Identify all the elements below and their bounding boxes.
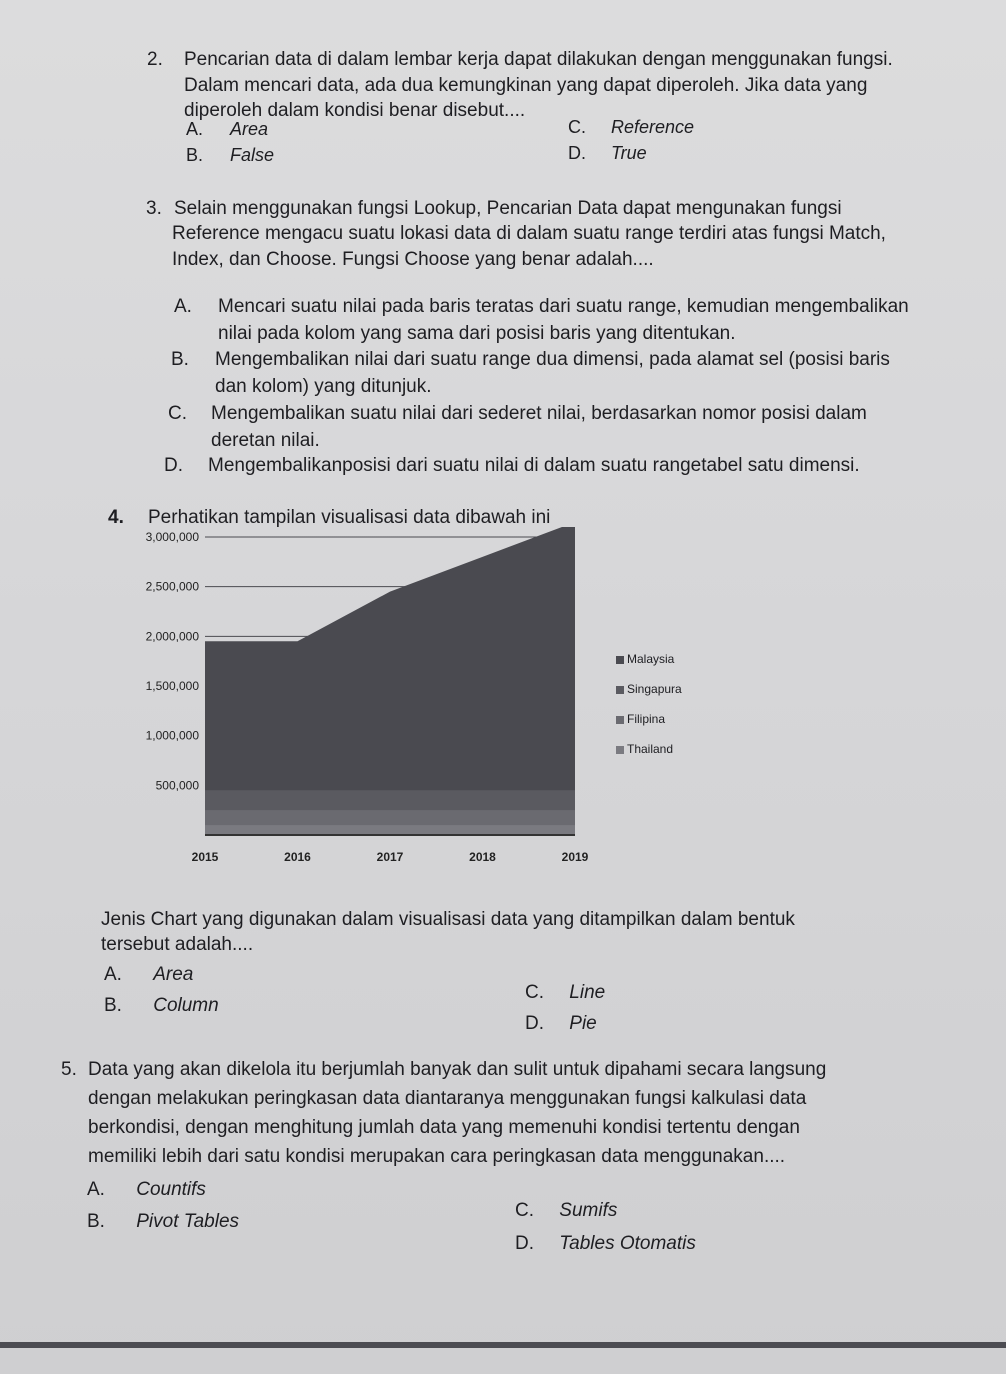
- y-tick-label: 1,500,000: [145, 679, 199, 693]
- option-text: Pie: [569, 1013, 597, 1034]
- option-letter: A.: [174, 296, 192, 317]
- option-letter: C.: [515, 1200, 534, 1221]
- question-number: 2.: [147, 49, 163, 70]
- legend-label: Thailand: [627, 742, 674, 756]
- option-text-line: nilai pada kolom yang sama dari posisi baris yang ditentukan.: [218, 323, 736, 344]
- question-number: 3.: [146, 198, 162, 219]
- x-tick-label: 2018: [469, 850, 496, 864]
- y-tick-label: 2,500,000: [145, 579, 199, 594]
- question-text-line: Index, dan Choose. Fungsi Choose yang benar adalah....: [172, 249, 654, 270]
- y-tick-label: 2,000,000: [145, 629, 199, 644]
- page-bottom-edge: [0, 1342, 1006, 1348]
- option-text: Tables Otomatis: [559, 1233, 696, 1254]
- x-tick-label: 2017: [376, 850, 404, 864]
- option-text-line: Mengembalikan nilai dari suatu range dua dimensi, pada alamat sel (posisi baris: [215, 349, 890, 370]
- chart-legend: [616, 652, 716, 762]
- option-letter: B.: [104, 995, 122, 1016]
- question-text-line: Pencarian data di dalam lembar kerja dapat dilakukan dengan menggunakan fungsi.: [184, 49, 893, 70]
- y-tick-label: 1,000,000: [145, 728, 199, 743]
- legend-swatch: [616, 656, 624, 664]
- option-text: True: [611, 143, 647, 163]
- legend-item-filipina: [616, 712, 665, 726]
- option-c[interactable]: [568, 117, 694, 138]
- option-c[interactable]: [515, 1197, 617, 1224]
- y-tick-label: 500,000: [155, 778, 199, 793]
- legend-swatch: [616, 716, 624, 724]
- legend-item-malaysia: [616, 652, 674, 666]
- question-text-line: [101, 906, 795, 933]
- question-text-line: diperoleh dalam kondisi benar disebut....: [184, 100, 526, 121]
- x-tick-label: 2015: [191, 850, 219, 864]
- option-a[interactable]: [104, 961, 193, 988]
- option-letter: D.: [568, 143, 586, 163]
- option-d[interactable]: [525, 1010, 597, 1037]
- option-letter: C.: [168, 403, 187, 424]
- option-text-line: Mencari suatu nilai pada baris teratas dari suatu range, kemudian mengembalikan: [218, 296, 909, 317]
- option-text-line: Mengembalikanposisi dari suatu nilai di dalam suatu rangetabel satu dimensi.: [208, 455, 860, 476]
- legend-label: Filipina: [627, 712, 666, 726]
- option-text-line: Mengembalikan suatu nilai dari sederet nilai, berdasarkan nomor posisi dalam: [211, 403, 867, 424]
- x-tick-label: 2019: [561, 850, 589, 864]
- legend-item-singapura: [616, 682, 682, 696]
- option-text: Area: [230, 119, 269, 139]
- option-letter: D.: [164, 455, 183, 476]
- option-b[interactable]: [186, 145, 274, 166]
- y-tick-label: 3,000,000: [145, 530, 199, 544]
- question-number: 4.: [108, 507, 124, 528]
- chart-prompt: Perhatikan tampilan visualisasi data dibawah ini: [148, 507, 551, 528]
- option-letter: A.: [104, 964, 122, 985]
- question-text: Jenis Chart yang digunakan dalam visualisasi data yang ditampilkan dalam bentuk: [101, 909, 795, 930]
- option-letter: C.: [525, 982, 544, 1003]
- option-letter: C.: [568, 117, 586, 137]
- question-number: 5.: [61, 1059, 77, 1080]
- question-text-line: Data yang akan dikelola itu berjumlah banyak dan sulit untuk dipahami secara langsung: [88, 1059, 827, 1080]
- question-text-line: tersebut adalah....: [101, 934, 254, 955]
- option-d[interactable]: [568, 143, 647, 164]
- option-text-line: deretan nilai.: [211, 430, 320, 451]
- area-series-malaysia: [205, 527, 575, 835]
- option-text: Area: [153, 964, 194, 985]
- question-text-line: Reference mengacu suatu lokasi data di dalam suatu range terdiri atas fungsi Match,: [172, 223, 886, 244]
- legend-item-thailand: [616, 742, 673, 756]
- option-text: Reference: [611, 117, 695, 137]
- question-text-line: memiliki lebih dari satu kondisi merupakan cara peringkasan data menggunakan....: [88, 1146, 786, 1167]
- option-letter: B.: [87, 1211, 105, 1232]
- question-text-line: Selain menggunakan fungsi Lookup, Pencarian Data dapat mengunakan fungsi: [174, 198, 842, 219]
- option-d[interactable]: [515, 1230, 696, 1257]
- option-letter: B.: [186, 145, 204, 165]
- option-letter: D.: [515, 1233, 534, 1254]
- legend-label: Singapura: [627, 682, 682, 696]
- option-text: Pivot Tables: [136, 1211, 240, 1232]
- question-text-line: Dalam mencari data, ada dua kemungkinan yang dapat diperoleh. Jika data yang: [184, 75, 868, 96]
- option-text: Countifs: [136, 1179, 206, 1200]
- legend-label: Malaysia: [627, 652, 675, 666]
- option-letter: D.: [525, 1013, 544, 1034]
- option-c[interactable]: [525, 979, 605, 1006]
- option-a[interactable]: [186, 119, 268, 140]
- area-chart: [110, 527, 710, 887]
- legend-swatch: [616, 746, 624, 754]
- option-text: Line: [569, 982, 606, 1003]
- option-b[interactable]: [87, 1208, 239, 1235]
- option-a[interactable]: [87, 1176, 206, 1203]
- option-letter: A.: [87, 1179, 105, 1200]
- question-text-line: dengan melakukan peringkasan data diantaranya menggunakan fungsi kalkulasi data: [88, 1088, 807, 1109]
- option-letter: A.: [186, 119, 204, 139]
- option-letter: B.: [171, 349, 189, 370]
- option-b[interactable]: [104, 992, 219, 1019]
- option-text: Column: [153, 995, 219, 1016]
- legend-swatch: [616, 686, 624, 694]
- option-text: Sumifs: [559, 1200, 618, 1221]
- option-text: False: [230, 145, 275, 165]
- question-text-line: berkondisi, dengan menghitung jumlah data yang memenuhi kondisi tertentu dengan: [88, 1117, 800, 1138]
- option-text-line: dan kolom) yang ditunjuk.: [215, 376, 432, 397]
- area-series-thailand: [205, 825, 575, 835]
- x-tick-label: 2016: [284, 850, 311, 864]
